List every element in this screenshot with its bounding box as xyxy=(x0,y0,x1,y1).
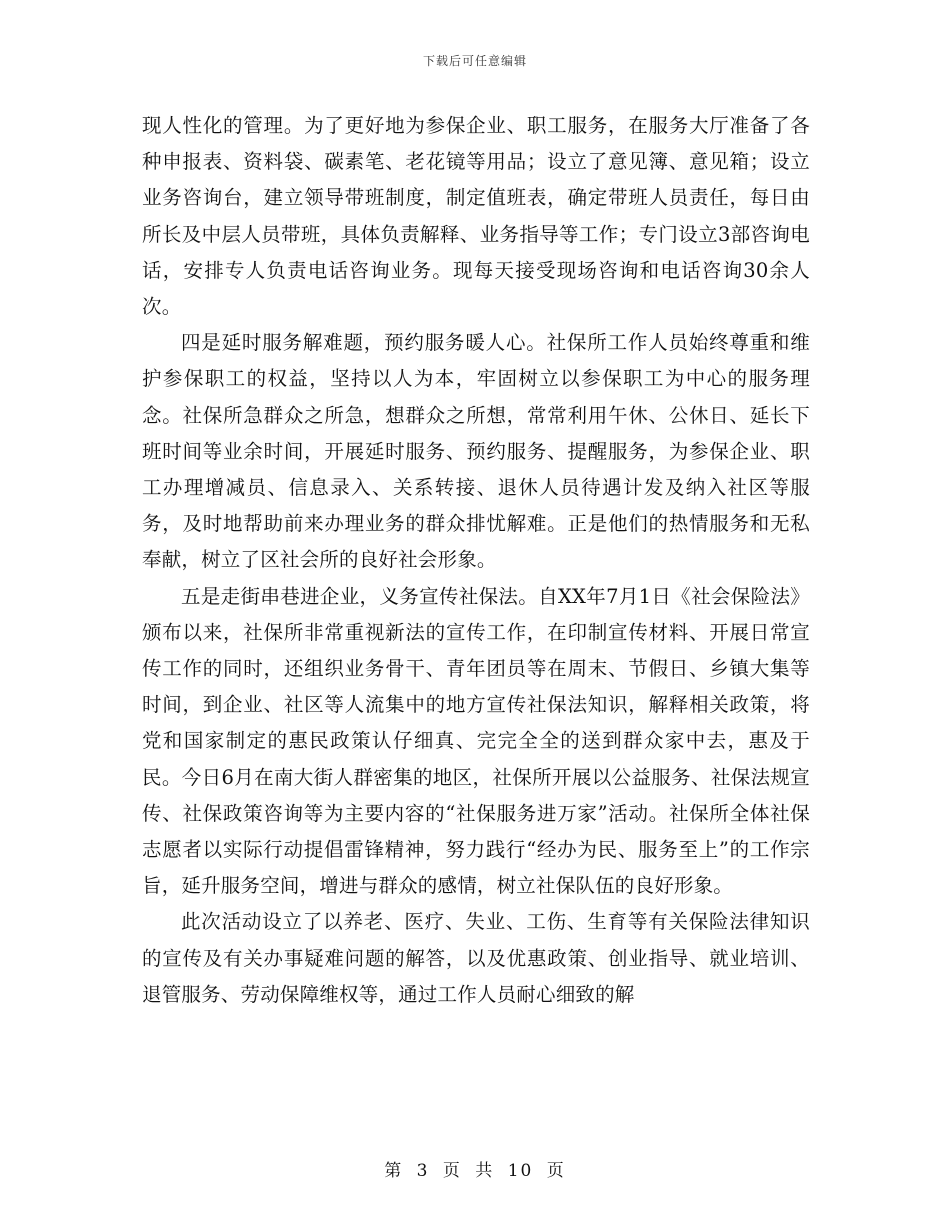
document-body xyxy=(142,108,810,1013)
page-header: 下载后可任意编辑 xyxy=(422,54,527,68)
page-number: 第 3 页 共 10 页 xyxy=(384,1161,566,1181)
paragraph-point-four: 四是延时服务解难题，预约服务暖人心。社保所工作人员始终尊重和维护参保职工的权益，坚持以人为本，牢固树立以参保职工为中心的服务理念。社保所急群众之所急，想群众之所想，常常利用午休、公休日、延长下班时间等业余时间，开展延时服务、预约服务、提醒服务，为参保企业、职工办理增减员、信息录入、关系转接、退休人员待遇计发及纳入社区等服务，及时地帮助前来办理业务的群众排忧解难。正是他们的热情服务和无私奉献，树立了区社会所的良好社会形象。 xyxy=(142,331,810,572)
paragraph-point-five: 五是走街串巷进企业，义务宣传社保法。自XX年7月1日《社会保险法》颁布以来，社保所非常重视新法的宣传工作，在印制宣传材料、开展日常宣传工作的同时，还组织业务骨干、青年团员等在周末、节假日、乡镇大集等时间，到企业、社区等人流集中的地方宣传社保法知识，解释相关政策，将党和国家制定的惠民政策认仔细真、完完全全的送到群众家中去，惠及于民。今日6月在南大街人群密集的地区，社保所开展以公益服务、社保法规宣传、社保政策咨询等为主要内容的“社保服务进万家”活动。社保所全体社保志愿者以实际行动提倡雷锋精神，努力践行“经办为民、服务至上”的工作宗旨，延升服务空间，增进与群众的感情，树立社保队伍的良好形象。 xyxy=(142,584,810,898)
paragraph-continuation: 现人性化的管理。为了更好地为参保企业、职工服务，在服务大厅准备了各种申报表、资料袋、碳素笔、老花镜等用品；设立了意见簿、意见箱；设立业务咨询台，建立领导带班制度，制定值班表，确定带班人员责任，每日由所长及中层人员带班，具体负责解释、业务指导等工作；专门设立3部咨询电话，安排专人负责电话咨询业务。现每天接受现场咨询和电话咨询30余人次。 xyxy=(142,114,810,319)
paragraph-activity: 此次活动设立了以养老、医疗、失业、工伤、生育等有关保险法律知识的宣传及有关办事疑难问题的解答，以及优惠政策、创业指导、就业培训、退管服务、劳动保障维权等，通过工作人员耐心细致的解 xyxy=(142,910,810,1006)
